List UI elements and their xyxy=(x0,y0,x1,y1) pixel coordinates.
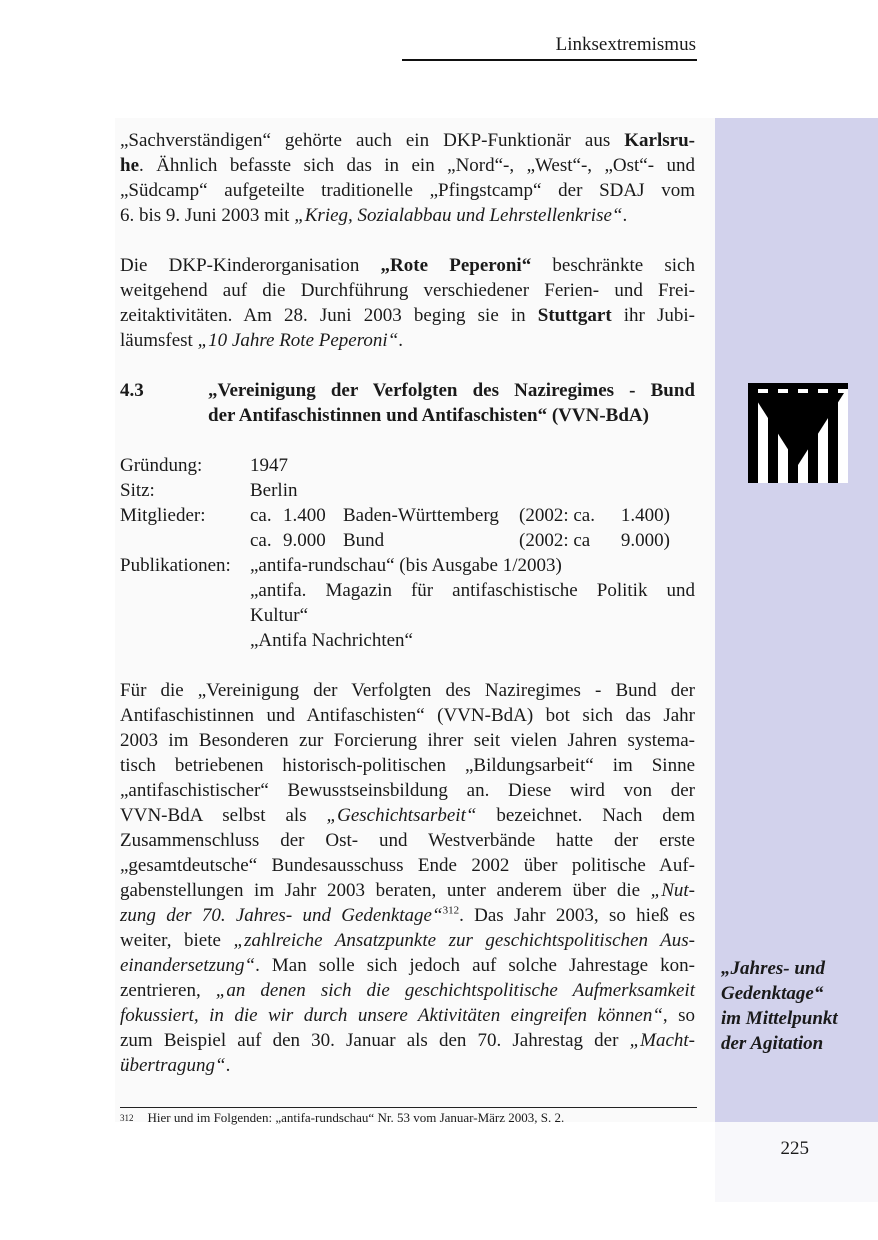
text: weitgehend auf die Durchführung verschiedener Ferien- und Frei- xyxy=(120,280,695,301)
margin-note-line: Gedenktage“ xyxy=(721,983,824,1004)
paragraph-1 xyxy=(120,128,695,228)
line xyxy=(120,278,695,303)
paragraph-2 xyxy=(120,253,695,353)
text: läumsfest xyxy=(120,330,198,351)
margin-note-line: „Jahres- und xyxy=(721,958,825,979)
line: 2003 im Besonderen zur Forcierung ihrer seit vielen Jahren systema- xyxy=(120,730,695,751)
text: „Sachverständigen“ gehörte auch ein DKP-Funktionär aus xyxy=(120,130,625,151)
body-text xyxy=(120,128,695,1078)
fact-row xyxy=(120,478,695,503)
line: Zusammenschluss der Ost- und Westverbände hatte der erste xyxy=(120,830,695,851)
text: weiter, biete xyxy=(120,930,234,951)
quote: „an denen sich die geschichtspolitische Aufmerksamkeit xyxy=(215,980,695,1001)
footnote-number: 312 xyxy=(120,1113,134,1123)
text: VVN-BdA selbst als xyxy=(120,805,327,826)
text: „Südcamp“ aufgeteilte traditionelle „Pfingstcamp“ der SDAJ vom xyxy=(120,180,695,201)
paragraph-3 xyxy=(120,678,695,1078)
text: ihr Jubi- xyxy=(611,305,695,326)
line xyxy=(120,953,695,978)
member-count: 9.000 xyxy=(283,530,326,551)
publication: „antifa. Magazin für antifaschistische Politik und xyxy=(250,580,695,601)
fact-label: Gründung: xyxy=(120,455,203,476)
line xyxy=(120,328,695,353)
text: gabenstellungen im Jahr 2003 beraten, unter anderem über die xyxy=(120,880,651,901)
fact-value: Berlin xyxy=(250,480,298,501)
text: ca. xyxy=(250,530,272,551)
text: . Ähnlich befasste sich das in ein „Nord“-, „West“-, „Ost“- und xyxy=(139,155,695,176)
quote: „zahlreiche Ansatzpunkte zur geschichtspolitischen Aus- xyxy=(233,930,695,951)
member-prev-count: 9.000) xyxy=(620,530,670,551)
running-header: Linksextremismus xyxy=(555,34,696,55)
quote: „Nut- xyxy=(650,880,695,901)
quote: zung der 70. Jahres- und Gedenktage“ xyxy=(120,905,443,926)
footnote-text: Hier und im Folgenden: „antifa-rundschau“ Nr. 53 vom Januar-März 2003, S. 2. xyxy=(147,1110,565,1125)
text: . Das Jahr 2003, so hieß es xyxy=(459,905,696,926)
member-count: 1.400 xyxy=(283,505,326,526)
section-title-line: „Vereinigung der Verfolgten des Naziregimes - Bund xyxy=(208,380,695,401)
section-title-line: der Antifaschistinnen und Antifaschisten“ (VVN-BdA) xyxy=(208,405,649,426)
member-prev-count: 1.400) xyxy=(620,505,670,526)
line xyxy=(120,178,695,203)
footnote-rule xyxy=(120,1107,697,1108)
line xyxy=(120,1003,695,1028)
bold-place: Stuttgart xyxy=(537,305,612,326)
line: Antifaschistinnen und Antifaschisten“ (VVN-BdA) bot sich das Jahr xyxy=(120,705,695,726)
line: „antifaschistischer“ Bewusstseinsbildung an. Diese wird von der xyxy=(120,780,695,801)
line xyxy=(120,1053,695,1078)
fact-value xyxy=(250,503,695,553)
section-number: 4.3 xyxy=(120,380,144,401)
line xyxy=(120,253,695,278)
line xyxy=(120,128,695,153)
fact-value: 1947 xyxy=(250,455,288,476)
member-row xyxy=(250,503,695,528)
line xyxy=(120,153,695,178)
text: ca. xyxy=(250,505,272,526)
bold-name: „Rote Peperoni“ xyxy=(380,255,532,276)
fact-value xyxy=(250,553,695,653)
member-region: Bund xyxy=(343,530,385,551)
bold-place: he xyxy=(120,155,139,176)
quote: übertragung“ xyxy=(120,1055,226,1076)
section-title xyxy=(208,378,695,428)
publication: „antifa-rundschau“ (bis Ausgabe 1/2003) xyxy=(250,555,562,576)
text: . xyxy=(398,330,404,351)
text: 6. bis 9. Juni 2003 mit xyxy=(120,205,295,226)
line: Für die „Vereinigung der Verfolgten des Naziregimes - Bund der xyxy=(120,680,695,701)
line xyxy=(120,803,695,828)
text: (2002: ca xyxy=(519,530,591,551)
line xyxy=(120,203,695,228)
text: bezeichnet. Nach dem xyxy=(476,805,695,826)
line xyxy=(120,903,695,928)
member-row xyxy=(250,528,695,553)
fact-row xyxy=(120,553,695,653)
quote: „10 Jahre Rote Peperoni“ xyxy=(197,330,399,351)
footnote-ref[interactable]: 312 xyxy=(442,904,460,917)
margin-note xyxy=(721,956,871,1056)
margin-note-line: im Mittelpunkt xyxy=(721,1008,838,1029)
quote: „Macht- xyxy=(629,1030,695,1051)
page-number-panel xyxy=(715,1122,878,1202)
fact-row xyxy=(120,453,695,478)
footnote xyxy=(120,1110,564,1126)
publication: „Antifa Nachrichten“ xyxy=(250,630,413,651)
quote: „Krieg, Sozialabbau und Lehrstellenkrise“ xyxy=(294,205,623,226)
facts-table xyxy=(120,453,695,653)
line xyxy=(120,303,695,328)
text: . xyxy=(225,1055,231,1076)
header-rule xyxy=(402,59,697,61)
fact-label: Sitz: xyxy=(120,480,155,501)
text: beschränkte sich xyxy=(531,255,695,276)
member-region: Baden-Württemberg xyxy=(343,505,499,526)
text: . xyxy=(622,205,628,226)
text: . Man solle sich jedoch auf solche Jahrestage kon- xyxy=(255,955,695,976)
quote: einandersetzung“ xyxy=(120,955,256,976)
line: tisch betriebenen historisch-politischen „Bildungsarbeit“ im Sinne xyxy=(120,755,695,776)
line: „gesamtdeutsche“ Bundesausschuss Ende 2002 über politische Auf- xyxy=(120,855,695,876)
text: (2002: ca. xyxy=(519,505,595,526)
section-heading xyxy=(120,378,695,428)
text: zentrieren, xyxy=(120,980,216,1001)
line xyxy=(120,878,695,903)
line xyxy=(120,978,695,1003)
fact-label: Publikationen: xyxy=(120,555,231,576)
margin-note-line: der Agitation xyxy=(721,1033,824,1054)
text: zum Beispiel auf den 30. Januar als den 70. Jahrestag der xyxy=(120,1030,630,1051)
fact-label: Mitglieder: xyxy=(120,505,206,526)
quote: fokussiert, in die wir durch unsere Aktivitäten eingreifen können“ xyxy=(120,1005,663,1026)
fact-row xyxy=(120,503,695,553)
text: zeitaktivitäten. Am 28. Juni 2003 beging sie in xyxy=(120,305,538,326)
line xyxy=(120,928,695,953)
text: Die DKP-Kinderorganisation xyxy=(120,255,381,276)
publication: Kultur“ xyxy=(250,605,309,626)
triangle-emblem-icon xyxy=(748,383,848,483)
page-number: 225 xyxy=(780,1138,809,1159)
quote: „Geschichtsarbeit“ xyxy=(326,805,477,826)
text: , so xyxy=(662,1005,695,1026)
bold-place: Karlsru- xyxy=(624,130,695,151)
line xyxy=(120,1028,695,1053)
